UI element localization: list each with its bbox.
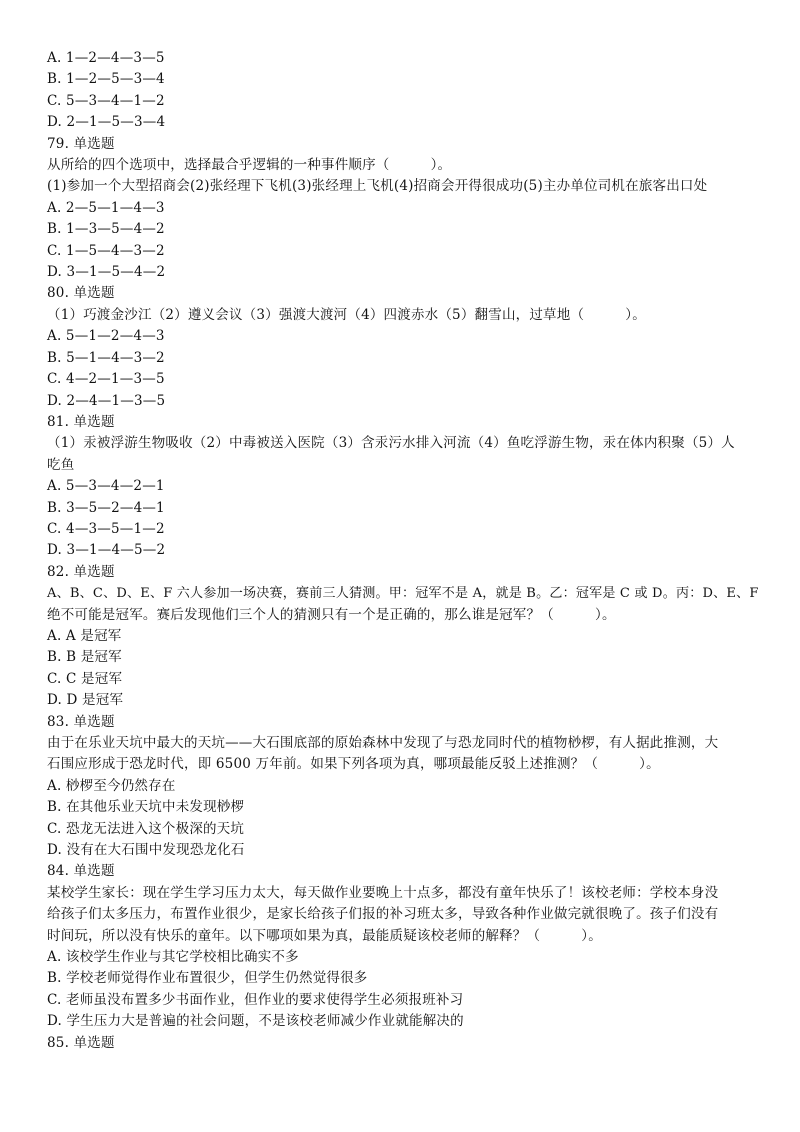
option: D. 3—1—4—5—2 bbox=[47, 542, 166, 559]
question-header: 79. 单选题 bbox=[47, 135, 115, 152]
question-block bbox=[47, 412, 763, 562]
question-header: 84. 单选题 bbox=[47, 863, 115, 880]
option: D. 2—4—1—3—5 bbox=[47, 392, 166, 409]
question-block bbox=[47, 134, 763, 284]
question-header: 85. 单选题 bbox=[47, 1034, 115, 1051]
question-stem-line: 石围应形成于恐龙时代，即 6500 万年前。如果下列各项为真，哪项最能反驳上述推测？（ ）。 bbox=[47, 756, 660, 773]
question-stem-line: 吃鱼 bbox=[47, 456, 75, 473]
option: B. 在其他乐业天坑中未发现桫椤 bbox=[47, 799, 245, 816]
option: A. 2—5—1—4—3 bbox=[47, 199, 165, 216]
option: C. 恐龙无法进入这个极深的天坑 bbox=[47, 820, 245, 837]
option: B. 1—3—5—4—2 bbox=[47, 221, 165, 238]
option: A. A 是冠军 bbox=[47, 627, 122, 644]
previous-question-options bbox=[47, 48, 763, 134]
option: A. 5—3—4—2—1 bbox=[47, 478, 165, 495]
option: B. 1—2—5—3—4 bbox=[47, 71, 165, 88]
option: A. 5—1—2—4—3 bbox=[47, 328, 165, 345]
question-stem-line: 从所给的四个选项中，选择最合乎逻辑的一种事件顺序（ ）。 bbox=[47, 157, 452, 174]
question-list bbox=[47, 134, 763, 1054]
question-stem-line: 由于在乐业天坑中最大的天坑——大石围底部的原始森林中发现了与恐龙同时代的植物桫椤，有人据此推测，大 bbox=[47, 735, 719, 751]
option: C. 老师虽没布置多少书面作业，但作业的要求使得学生必须报班补习 bbox=[47, 991, 464, 1008]
option: B. B 是冠军 bbox=[47, 649, 122, 666]
option: D. 学生压力大是普遍的社会问题，不是该校老师减少作业就能解决的 bbox=[47, 1013, 464, 1030]
option: C. 4—3—5—1—2 bbox=[47, 520, 165, 537]
option: D. 3—1—5—4—2 bbox=[47, 264, 166, 281]
page-content bbox=[47, 48, 763, 1054]
question-header: 80. 单选题 bbox=[47, 285, 115, 302]
question-block bbox=[47, 1033, 763, 1054]
option: C. 5—3—4—1—2 bbox=[47, 92, 165, 109]
question-block bbox=[47, 861, 763, 1032]
question-stem-line: 时间玩，所以没有快乐的童年。以下哪项如果为真，最能质疑该校老师的解释？（ ）。 bbox=[47, 927, 602, 944]
question-stem-line: （1）汞被浮游生物吸收（2）中毒被送入医院（3）含汞污水排入河流（4）鱼吃浮游生物，汞在体内积聚（5）人 bbox=[47, 435, 735, 452]
option: A. 桫椤至今仍然存在 bbox=[47, 777, 176, 794]
option: D. D 是冠军 bbox=[47, 692, 124, 709]
option: D. 2—1—5—3—4 bbox=[47, 114, 166, 131]
option: C. 4—2—1—3—5 bbox=[47, 371, 165, 388]
question-stem-line: 绝不可能是冠军。赛后发现他们三个人的猜测只有一个是正确的，那么谁是冠军？（ ）。 bbox=[47, 606, 616, 623]
question-block bbox=[47, 562, 763, 712]
option: B. 3—5—2—4—1 bbox=[47, 499, 165, 516]
option: D. 没有在大石围中发现恐龙化石 bbox=[47, 842, 245, 859]
option: C. C 是冠军 bbox=[47, 670, 123, 687]
question-stem-line: A、B、C、D、E、F 六人参加一场决赛，赛前三人猜测。甲：冠军不是 A，就是 B。乙：冠军是 C 或 D。丙：D、E、F bbox=[47, 586, 759, 602]
option: A. 1—2—4—3—5 bbox=[47, 50, 165, 66]
question-stem-line: （1）巧渡金沙江（2）遵义会议（3）强渡大渡河（4）四渡赤水（5）翻雪山，过草地（ ）。 bbox=[47, 306, 646, 323]
question-stem-line: (1)参加一个大型招商会(2)张经理下飞机(3)张经理上飞机(4)招商会开得很成功(5)主办单位司机在旅客出口处 bbox=[47, 178, 708, 195]
option: B. 学校老师觉得作业布置很少，但学生仍然觉得很多 bbox=[47, 970, 368, 987]
option: B. 5—1—4—3—2 bbox=[47, 349, 165, 366]
question-block bbox=[47, 712, 763, 862]
option: C. 1—5—4—3—2 bbox=[47, 242, 165, 259]
question-block bbox=[47, 283, 763, 411]
question-stem-line: 给孩子们太多压力，布置作业很少，是家长给孩子们报的补习班太多，导致各种作业做完就很晚了。孩子们没有 bbox=[47, 906, 719, 923]
question-header: 81. 单选题 bbox=[47, 413, 115, 430]
question-header: 82. 单选题 bbox=[47, 563, 115, 580]
option: A. 该校学生作业与其它学校相比确实不多 bbox=[47, 949, 299, 966]
question-stem-line: 某校学生家长：现在学生学习压力太大，每天做作业要晚上十点多，都没有童年快乐了！该校老师：学校本身没 bbox=[47, 884, 719, 901]
question-header: 83. 单选题 bbox=[47, 713, 115, 730]
